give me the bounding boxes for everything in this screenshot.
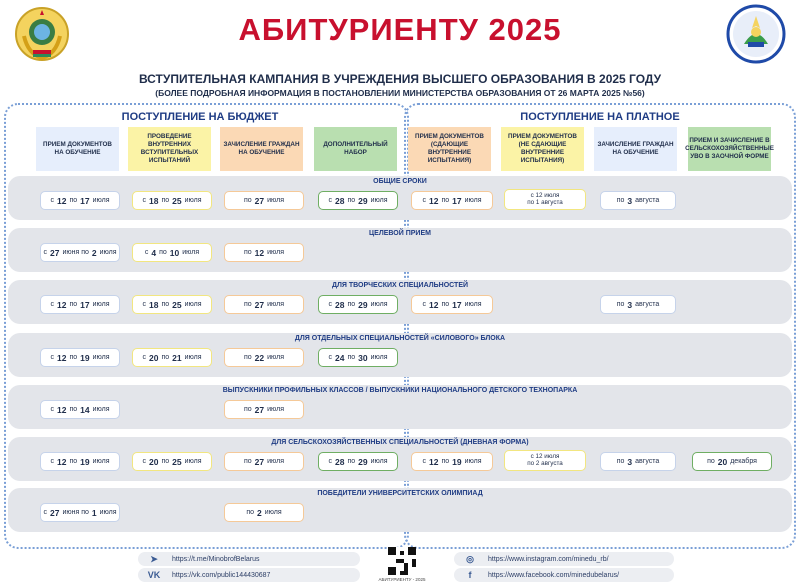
date-number: 12 xyxy=(428,195,439,206)
date-number: 3 xyxy=(627,456,633,467)
row-title: ДЛЯ СЕЛЬСКОХОЗЯЙСТВЕННЫХ СПЕЦИАЛЬНОСТЕЙ (ДНЕВНАЯ ФОРМА) xyxy=(271,439,529,446)
date-line: по 1 августа xyxy=(527,198,563,206)
date-pill xyxy=(600,452,676,471)
column-header: ПРИЕМ ДОКУМЕНТОВ (НЕ СДАЮЩИЕ ВНУТРЕННИЕ ИСПЫТАНИЯ) xyxy=(501,127,584,171)
date-pill xyxy=(318,295,398,314)
budget-section-heading: ПОСТУПЛЕНИЕ НА БЮДЖЕТ xyxy=(121,111,279,123)
date-word: июля xyxy=(92,354,110,361)
date-number: 25 xyxy=(172,456,182,467)
date-pill xyxy=(40,348,120,367)
date-number: 3 xyxy=(627,299,633,310)
date-pill xyxy=(224,400,304,419)
date-number: 27 xyxy=(254,404,265,415)
date-pill xyxy=(132,295,212,314)
date-pill xyxy=(132,452,212,471)
date-word: по xyxy=(243,406,252,413)
date-word: по xyxy=(616,197,625,204)
date-number: 4 xyxy=(151,247,157,258)
column-header: ДОПОЛНИТЕЛЬНЫЙ НАБОР xyxy=(314,127,397,171)
date-number: 27 xyxy=(254,456,265,467)
date-number: 28 xyxy=(334,456,345,467)
date-word: июля xyxy=(464,458,482,465)
date-word: июля xyxy=(182,249,200,256)
date-number: 29 xyxy=(358,195,368,206)
schedule-row xyxy=(8,488,792,532)
date-pill xyxy=(504,189,586,210)
schedule-row xyxy=(8,437,792,481)
date-word: по xyxy=(347,354,356,361)
date-word: с xyxy=(50,301,54,308)
facebook-url: https://www.facebook.com/minedubelarus/ xyxy=(488,571,620,579)
instagram-icon: ◎ xyxy=(466,553,474,564)
date-word: июля xyxy=(267,197,285,204)
date-word: по xyxy=(441,301,450,308)
date-word: по xyxy=(441,458,450,465)
date-number: 28 xyxy=(334,195,345,206)
date-number: 17 xyxy=(452,299,462,310)
date-pill xyxy=(504,450,586,471)
date-number: 21 xyxy=(172,352,182,363)
date-number: 12 xyxy=(254,247,265,258)
date-word: с xyxy=(328,301,332,308)
date-word: июля xyxy=(184,301,202,308)
date-word: июля xyxy=(464,301,482,308)
date-word: июля xyxy=(370,301,388,308)
schedule-row xyxy=(8,228,792,272)
date-number: 27 xyxy=(254,195,265,206)
date-number: 30 xyxy=(358,352,368,363)
date-word: с xyxy=(142,458,146,465)
date-pill xyxy=(318,191,398,210)
date-word: по xyxy=(616,301,625,308)
date-word: июля xyxy=(370,458,388,465)
row-title: ДЛЯ ТВОРЧЕСКИХ СПЕЦИАЛЬНОСТЕЙ xyxy=(331,282,469,289)
date-number: 12 xyxy=(56,195,67,206)
facebook-icon: f xyxy=(468,570,472,580)
date-word: по xyxy=(161,301,170,308)
date-number: 17 xyxy=(452,195,462,206)
date-word: по xyxy=(243,197,252,204)
date-number: 2 xyxy=(91,247,97,258)
date-number: 20 xyxy=(148,456,159,467)
date-word: с xyxy=(50,354,54,361)
date-number: 12 xyxy=(56,456,67,467)
date-word: июля xyxy=(184,354,202,361)
date-word: по xyxy=(243,354,252,361)
date-word: по xyxy=(441,197,450,204)
date-word: июля xyxy=(267,301,285,308)
date-number: 29 xyxy=(358,299,368,310)
date-word: по xyxy=(347,458,356,465)
telegram-url: https://t.me/MinobrofBelarus xyxy=(172,555,260,563)
date-word: июля xyxy=(92,458,110,465)
date-word: августа xyxy=(635,197,660,204)
date-word: с xyxy=(422,301,426,308)
date-number: 12 xyxy=(56,352,67,363)
column-header: ПРИЕМ ДОКУМЕНТОВ НА ОБУЧЕНИЕ xyxy=(36,127,119,171)
date-word: с xyxy=(422,458,426,465)
date-word: по xyxy=(159,249,167,256)
date-number: 20 xyxy=(148,352,159,363)
date-word: декабря xyxy=(730,458,757,465)
date-number: 27 xyxy=(49,247,60,258)
date-word: июля xyxy=(370,197,388,204)
date-word: с xyxy=(328,354,332,361)
date-number: 14 xyxy=(80,404,90,415)
date-word: с xyxy=(328,197,332,204)
date-word: июля xyxy=(99,509,117,516)
date-word: по xyxy=(161,354,170,361)
date-pill xyxy=(600,191,676,210)
date-word: по xyxy=(69,197,78,204)
date-word: по xyxy=(243,301,252,308)
date-number: 19 xyxy=(452,456,462,467)
date-pill xyxy=(411,295,493,314)
date-word: июля xyxy=(267,406,285,413)
date-number: 28 xyxy=(334,299,345,310)
date-word: с xyxy=(50,197,54,204)
date-number: 17 xyxy=(80,195,90,206)
date-number: 2 xyxy=(257,507,262,518)
date-pill xyxy=(318,452,398,471)
date-word: июля xyxy=(267,354,285,361)
date-word: июня по xyxy=(62,249,89,256)
date-pill xyxy=(132,243,212,262)
date-word: с xyxy=(50,406,54,413)
date-word: по xyxy=(246,509,255,516)
row-title: ВЫПУСКНИКИ ПРОФИЛЬНЫХ КЛАССОВ / ВЫПУСКНИКИ НАЦИОНАЛЬНОГО ДЕТСКОГО ТЕХНОПАРКА xyxy=(222,387,578,394)
date-pill xyxy=(224,348,304,367)
date-word: по xyxy=(161,458,170,465)
date-number: 24 xyxy=(334,352,345,363)
date-pill xyxy=(40,243,120,262)
date-number: 12 xyxy=(56,404,67,415)
date-word: июня по xyxy=(62,509,89,516)
date-word: по xyxy=(69,301,78,308)
date-word: с xyxy=(43,249,47,256)
date-pill xyxy=(40,452,120,471)
date-word: с xyxy=(50,458,54,465)
date-number: 18 xyxy=(148,299,159,310)
date-number: 27 xyxy=(49,507,60,518)
qr-caption: АБИТУРИЕНТУ - 2025 xyxy=(378,577,426,582)
date-pill xyxy=(224,295,304,314)
date-pill xyxy=(692,452,772,471)
schedule-row xyxy=(8,280,792,324)
telegram-link[interactable] xyxy=(138,552,360,566)
date-word: июля xyxy=(92,301,110,308)
date-pill xyxy=(224,191,304,210)
date-pill xyxy=(224,452,304,471)
date-number: 19 xyxy=(80,456,90,467)
paid-section-heading: ПОСТУПЛЕНИЕ НА ПЛАТНОЕ xyxy=(520,111,680,123)
date-word: с xyxy=(142,354,146,361)
date-word: июля xyxy=(464,197,482,204)
date-word: июля xyxy=(267,458,285,465)
date-number: 18 xyxy=(148,195,159,206)
page-title: АБИТУРИЕНТУ 2025 xyxy=(238,12,562,47)
column-header: ЗАЧИСЛЕНИЕ ГРАЖДАН НА ОБУЧЕНИЕ xyxy=(594,127,677,171)
instagram-link[interactable] xyxy=(454,552,674,566)
date-word: июля xyxy=(264,509,282,516)
date-number: 25 xyxy=(172,299,182,310)
row-title: ДЛЯ ОТДЕЛЬНЫХ СПЕЦИАЛЬНОСТЕЙ «СИЛОВОГО» БЛОКА xyxy=(294,335,506,342)
date-pill xyxy=(318,348,398,367)
column-header: ПРОВЕДЕНИЕ ВНУТРЕННИХ ВСТУПИТЕЛЬНЫХ ИСПЫТАНИЙ xyxy=(128,127,211,171)
date-word: по xyxy=(347,301,356,308)
facebook-link[interactable] xyxy=(454,568,674,582)
date-pill xyxy=(132,348,212,367)
ministry-of-education-logo xyxy=(726,4,786,64)
schedule-row xyxy=(8,333,792,377)
row-title: ПОБЕДИТЕЛИ УНИВЕРСИТЕТСКИХ ОЛИМПИАД xyxy=(317,490,483,497)
date-pill xyxy=(224,243,304,262)
date-pill xyxy=(40,191,120,210)
date-word: по xyxy=(69,458,78,465)
date-word: августа xyxy=(635,301,660,308)
vk-url: https://vk.com/public144430687 xyxy=(172,571,271,579)
date-word: июля xyxy=(267,249,285,256)
date-number: 10 xyxy=(169,247,180,258)
date-number: 12 xyxy=(56,299,67,310)
date-word: по xyxy=(707,458,715,465)
date-word: с xyxy=(142,301,146,308)
vk-icon: VK xyxy=(147,570,161,580)
date-word: по xyxy=(243,249,252,256)
date-line: по 2 августа xyxy=(527,459,563,467)
date-word: по xyxy=(69,406,78,413)
date-word: с xyxy=(328,458,332,465)
date-word: по xyxy=(347,197,356,204)
date-word: июля xyxy=(184,458,202,465)
column-header: ПРИЕМ ДОКУМЕНТОВ (СДАЮЩИЕ ВНУТРЕННИЕ ИСПЫТАНИЯ) xyxy=(408,127,491,171)
date-word: июля xyxy=(370,354,388,361)
date-word: по xyxy=(243,458,252,465)
date-word: июля xyxy=(92,197,110,204)
subtitle: ВСТУПИТЕЛЬНАЯ КАМПАНИЯ В УЧРЕЖДЕНИЯ ВЫСШЕГО ОБРАЗОВАНИЯ В 2025 ГОДУ xyxy=(138,72,662,86)
vk-link[interactable] xyxy=(138,568,360,582)
date-pill xyxy=(40,295,120,314)
date-number: 1 xyxy=(91,507,97,518)
date-number: 12 xyxy=(428,456,439,467)
row-title: ОБЩИЕ СРОКИ xyxy=(373,178,427,185)
date-number: 22 xyxy=(254,352,265,363)
qr-code xyxy=(388,547,416,575)
column-header: ЗАЧИСЛЕНИЕ ГРАЖДАН НА ОБУЧЕНИЕ xyxy=(220,127,303,171)
column-header: ПРИЕМ И ЗАЧИСЛЕНИЕ В СЕЛЬСКОХОЗЯЙСТВЕННЫЕ УВО В ЗАОЧНОЙ ФОРМЕ xyxy=(688,127,771,171)
date-number: 3 xyxy=(627,195,633,206)
instagram-url: https://www.instagram.com/minedu_rb/ xyxy=(488,555,609,563)
date-pill xyxy=(40,503,120,522)
date-number: 17 xyxy=(80,299,90,310)
date-word: по xyxy=(69,354,78,361)
date-pill xyxy=(411,452,493,471)
date-pill xyxy=(224,503,304,522)
date-pill xyxy=(132,191,212,210)
date-number: 25 xyxy=(172,195,182,206)
schedule-row xyxy=(8,385,792,429)
telegram-icon: ➤ xyxy=(150,553,158,564)
date-word: с xyxy=(142,197,146,204)
date-word: с xyxy=(422,197,426,204)
date-word: августа xyxy=(635,458,660,465)
date-number: 12 xyxy=(428,299,439,310)
date-pill xyxy=(600,295,676,314)
date-pill xyxy=(411,191,493,210)
subtitle-note: (БОЛЕЕ ПОДРОБНАЯ ИНФОРМАЦИЯ В ПОСТАНОВЛЕНИИ МИНИСТЕРСТВА ОБРАЗОВАНИЯ ОТ 26 МАРТА 2025 №56) xyxy=(155,88,645,98)
date-word: с xyxy=(43,509,47,516)
date-word: июля xyxy=(92,406,110,413)
date-number: 19 xyxy=(80,352,90,363)
date-word: июля xyxy=(184,197,202,204)
date-line: с 12 июля xyxy=(530,191,560,199)
date-pill xyxy=(40,400,120,419)
schedule-row xyxy=(8,176,792,220)
date-word: июля xyxy=(99,249,117,256)
date-number: 29 xyxy=(358,456,368,467)
date-word: по xyxy=(161,197,170,204)
date-number: 27 xyxy=(254,299,265,310)
date-number: 20 xyxy=(717,456,728,467)
date-word: по xyxy=(616,458,625,465)
row-title: ЦЕЛЕВОЙ ПРИЕМ xyxy=(369,230,431,237)
date-word: с xyxy=(144,249,149,256)
date-line: с 12 июля xyxy=(530,452,560,460)
